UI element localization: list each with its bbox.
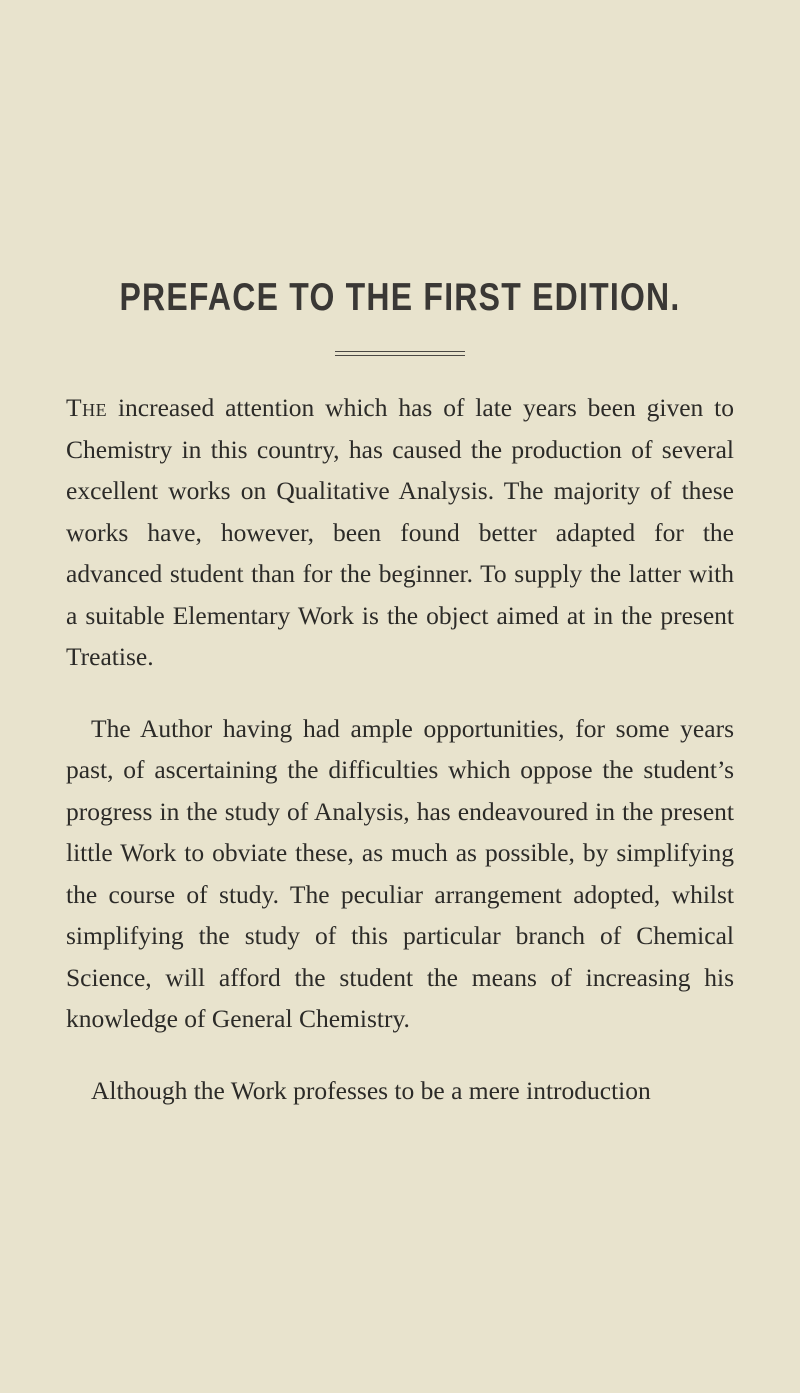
preface-body: [66, 387, 734, 1111]
paragraph-3: [66, 1070, 734, 1112]
title-divider-bottom: [335, 355, 465, 356]
page-title: PREFACE TO THE FIRST EDITION.: [119, 276, 681, 320]
title-divider-top: [335, 351, 465, 352]
paragraph-1-lead-word: The: [66, 393, 108, 422]
paragraph-1: [66, 387, 734, 678]
paragraph-2-text: The Author having had ample opportunities, for some years past, of ascertaining the difficulties which oppose the student’s progress in the study of Analysis, has endeavoured in the present little Work to obviate these, as much as possible, by simplifying the course of study. The peculiar arrangement adopted, whilst simplifying the study of this particular branch of Chemical Science, will afford the student the means of increasing his knowledge of General Chemistry.: [66, 713, 734, 1033]
paragraph-2: [66, 708, 734, 1040]
paragraph-1-text: increased attention which has of late years been given to Chemistry in this country, has caused the production of several excellent works on Qualitative Analysis. The majority of these works have, however, been found better adapted for the advanced student than for the beginner. To supply the latter with a suitable Elementary Work is the object aimed at in the present Treatise.: [66, 393, 734, 671]
paragraph-3-text: Although the Work professes to be a mere introduction: [91, 1075, 651, 1105]
